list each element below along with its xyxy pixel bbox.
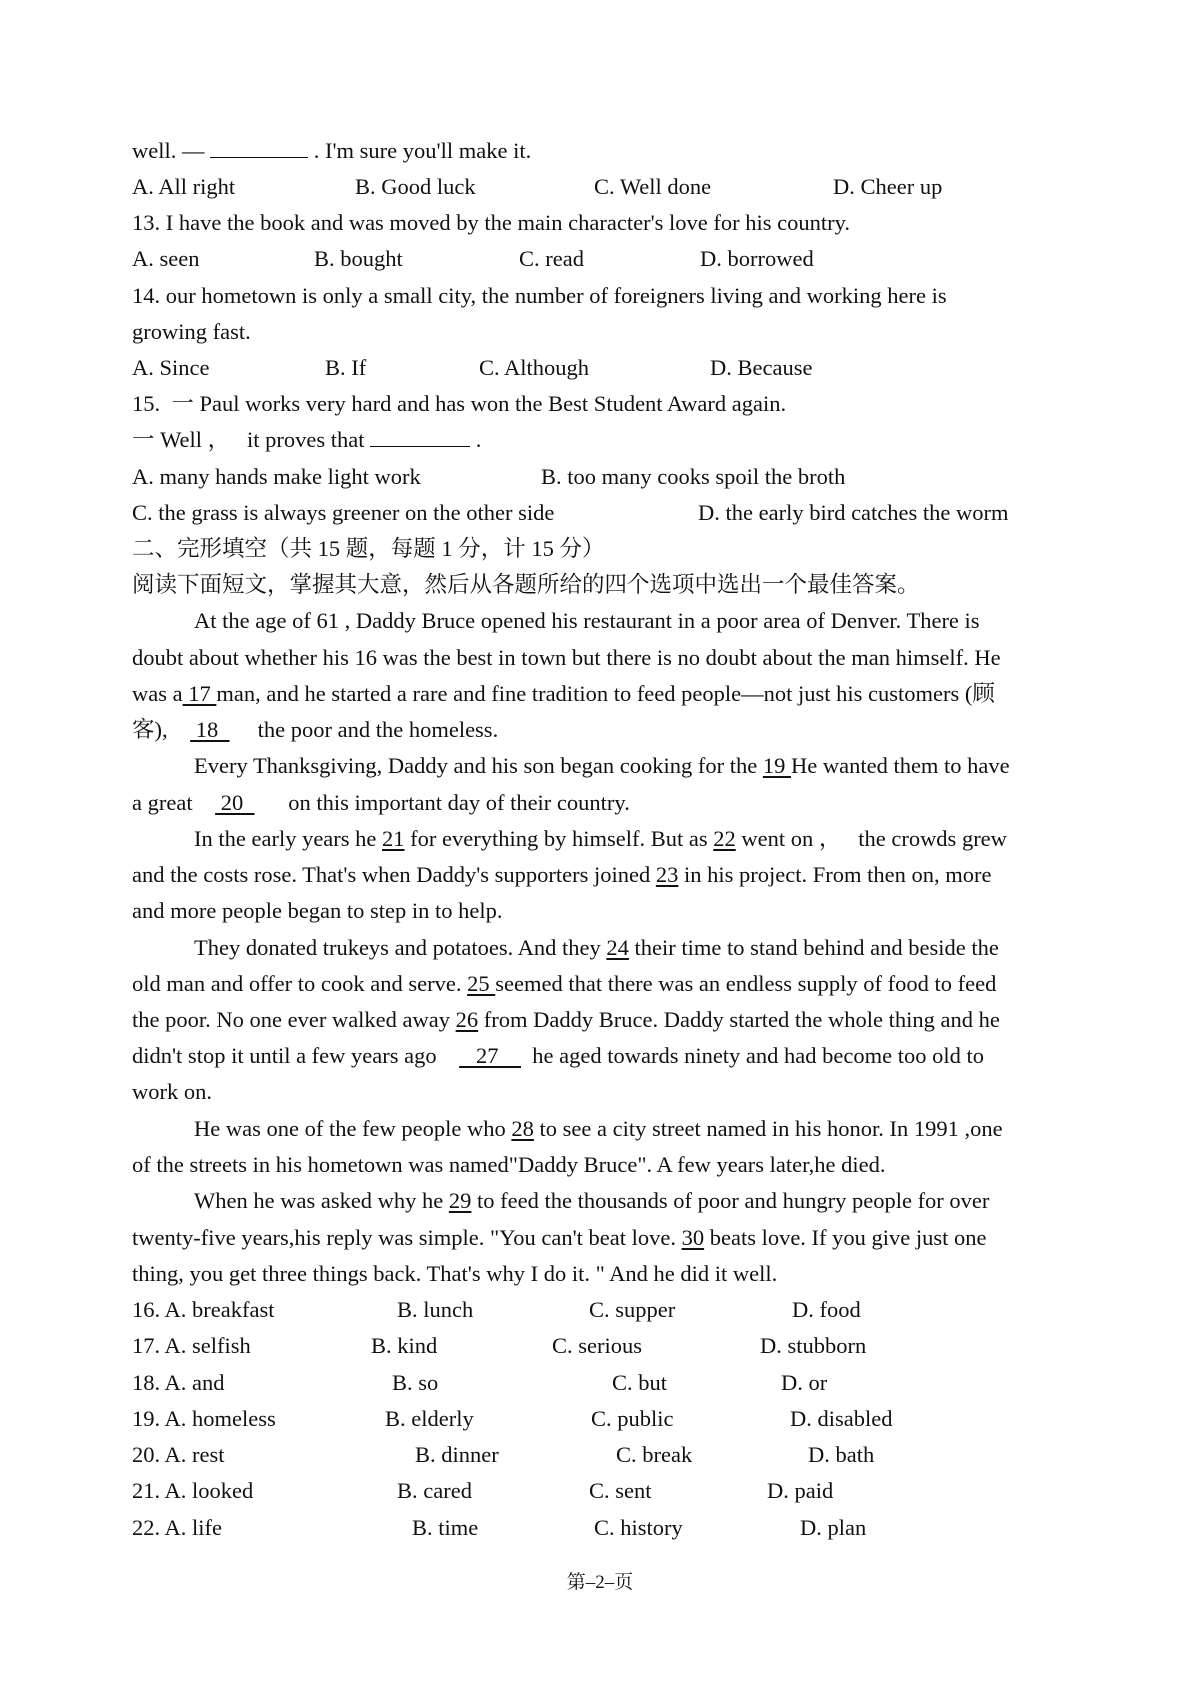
q12-text-before: well. — (132, 138, 211, 163)
passage-p6-line-1 (194, 1186, 989, 1216)
passage-text: from Daddy Bruce. Daddy started the whole thing and he (478, 1007, 1000, 1032)
passage-text: In the early years he (194, 826, 383, 851)
passage-p1-line-3 (132, 679, 995, 709)
passage-p3-line-2 (132, 860, 991, 890)
passage-text: on this important day of their country. (254, 790, 630, 815)
passage-p4-line-5: work on. (132, 1079, 212, 1104)
passage-p4-line-2 (132, 969, 996, 999)
q13-option-d: D. borrowed (700, 246, 814, 271)
passage-text: and the costs rose. That's when Daddy's supporters joined (132, 862, 656, 887)
passage-text: They donated trukeys and potatoes. And they (194, 935, 607, 960)
q16-option-c: C. supper (589, 1297, 676, 1322)
passage-p6-line-2 (132, 1223, 987, 1253)
q16-option-b: B. lunch (397, 1297, 474, 1322)
passage-text: twenty-five years,his reply was simple. "You can't beat love. (132, 1225, 682, 1250)
passage-text: their time to stand behind and beside the (628, 935, 999, 960)
q15-answer-blank (370, 426, 470, 447)
blank-22: 22 (713, 826, 736, 851)
q12-answer-blank (210, 137, 308, 158)
blank-29: 29 (448, 1188, 472, 1213)
passage-p6-line-3: thing, you get three things back. That's why I do it. " And he did it well. (132, 1261, 778, 1286)
passage-p1-line-1: At the age of 61 , Daddy Bruce opened his restaurant in a poor area of Denver. There is (194, 608, 980, 633)
q19-option-b: B. elderly (385, 1406, 474, 1431)
q14-stem-line-1: 14. our hometown is only a small city, the number of foreigners living and working here is (132, 283, 947, 308)
blank-30: 30 (681, 1225, 705, 1250)
passage-p4-line-1 (194, 933, 999, 963)
passage-text: the poor and the homeless. (229, 717, 499, 742)
passage-text: 客), (132, 717, 191, 742)
passage-p1-line-4 (132, 715, 498, 745)
passage-p4-line-3 (132, 1005, 1000, 1035)
q21-option-a: 21. A. looked (132, 1478, 254, 1503)
q22-option-b: B. time (412, 1515, 479, 1540)
q19-option-a: 19. A. homeless (132, 1406, 276, 1431)
q17-option-a: 17. A. selfish (132, 1333, 251, 1358)
passage-text: beats love. If you give just one (704, 1225, 987, 1250)
q15-option-d: D. the early bird catches the worm (698, 500, 1009, 525)
page-number: 第–2–页 (566, 1572, 634, 1593)
q14-option-a: A. Since (132, 355, 210, 380)
passage-text: was a (132, 681, 183, 706)
q22-option-c: C. history (594, 1515, 683, 1540)
passage-p2-line-2 (132, 788, 630, 818)
blank-24: 24 (606, 935, 629, 960)
q14-option-c: C. Although (479, 355, 590, 380)
q15-option-b: B. too many cooks spoil the broth (541, 464, 846, 489)
passage-text: the poor. No one ever walked away (132, 1007, 456, 1032)
q19-option-d: D. disabled (790, 1406, 893, 1431)
q18-option-c: C. but (612, 1370, 668, 1395)
q12-option-d: D. Cheer up (833, 174, 943, 199)
q16-option-d: D. food (792, 1297, 861, 1322)
blank-18: 18 (190, 717, 230, 742)
passage-text: went on ， the crowds grew (735, 826, 1007, 851)
blank-28: 28 (511, 1116, 534, 1141)
passage-text: man, and he started a rare and fine tradition to feed people—not just his customers (顾 (216, 681, 995, 706)
q14-option-b: B. If (325, 355, 367, 380)
q20-option-c: C. break (616, 1442, 693, 1467)
passage-text: he aged towards ninety and had become too old to (521, 1043, 984, 1068)
q14-stem-line-2: growing fast. (132, 319, 251, 344)
passage-p3-line-1 (194, 824, 1007, 854)
blank-23: 23 (655, 862, 679, 887)
passage-text: He wanted them to have (790, 753, 1010, 778)
q17-option-b: B. kind (371, 1333, 438, 1358)
q15-option-a: A. many hands make light work (132, 464, 421, 489)
passage-text: in his project. From then on, more (678, 862, 992, 887)
blank-26: 26 (455, 1007, 479, 1032)
passage-text: didn't stop it until a few years ago (132, 1043, 460, 1068)
q13-option-b: B. bought (314, 246, 403, 271)
q20-option-d: D. bath (808, 1442, 875, 1467)
passage-text: to see a city street named in his honor. In 1991 ,one (533, 1116, 1003, 1141)
passage-p5-line-2: of the streets in his hometown was named"Daddy Bruce". A few years later,he died. (132, 1152, 886, 1177)
q13-option-c: C. read (519, 246, 584, 271)
passage-text: seemed that there was an endless supply of food to feed (495, 971, 997, 996)
passage-text: When he was asked why he (194, 1188, 449, 1213)
q13-stem: 13. I have the book and was moved by the main character's love for his country. (132, 210, 851, 235)
passage-p5-line-1 (194, 1114, 1003, 1144)
blank-21: 21 (382, 826, 405, 851)
q22-option-d: D. plan (800, 1515, 867, 1540)
q18-option-b: B. so (392, 1370, 439, 1395)
q12-option-c: C. Well done (594, 174, 712, 199)
blank-19: 19 (762, 753, 791, 778)
q21-option-b: B. cared (397, 1478, 472, 1503)
q22-option-a: 22. A. life (132, 1515, 222, 1540)
q20-option-a: 20. A. rest (132, 1442, 225, 1467)
blank-20: 20 (215, 790, 255, 815)
q21-option-d: D. paid (767, 1478, 834, 1503)
passage-text: Every Thanksgiving, Daddy and his son began cooking for the (194, 753, 763, 778)
q17-option-d: D. stubborn (760, 1333, 867, 1358)
q15-stem-line-2 (132, 425, 481, 455)
q15-option-c: C. the grass is always greener on the other side (132, 500, 555, 525)
q15-stem-line-1: 15. 一 Paul works very hard and has won the Best Student Award again. (132, 391, 787, 416)
blank-27: 27 (459, 1043, 521, 1068)
q12-option-a: A. All right (132, 174, 236, 199)
passage-p3-line-3: and more people began to step in to help. (132, 898, 503, 923)
passage-text: a great (132, 790, 216, 815)
q15-line2-before: 一 Well ， it proves that (132, 427, 371, 452)
passage-text: to feed the thousands of poor and hungry people for over (471, 1188, 990, 1213)
passage-p4-line-4 (132, 1041, 984, 1071)
q14-option-d: D. Because (710, 355, 813, 380)
q20-option-b: B. dinner (415, 1442, 499, 1467)
passage-p1-line-2: doubt about whether his 16 was the best in town but there is no doubt about the man himself. He (132, 645, 1001, 670)
q13-option-a: A. seen (132, 246, 200, 271)
passage-p2-line-1 (194, 751, 1010, 781)
section-2-title: 二、完形填空（共 15 题，每题 1 分，计 15 分） (132, 536, 605, 561)
q12-option-b: B. Good luck (355, 174, 476, 199)
q15-line2-after: . (470, 427, 482, 452)
q17-option-c: C. serious (552, 1333, 642, 1358)
section-2-instruction: 阅读下面短文，掌握其大意，然后从各题所给的四个选项中选出一个最佳答案。 (132, 572, 920, 597)
q18-option-d: D. or (781, 1370, 828, 1395)
q21-option-c: C. sent (589, 1478, 652, 1503)
blank-17: 17 (182, 681, 217, 706)
q16-option-a: 16. A. breakfast (132, 1297, 275, 1322)
passage-text: He was one of the few people who (194, 1116, 512, 1141)
blank-25: 25 (467, 971, 496, 996)
q12-stem-tail (132, 136, 531, 166)
q12-text-after: . I'm sure you'll make it. (308, 138, 532, 163)
passage-text: for everything by himself. But as (404, 826, 714, 851)
q19-option-c: C. public (591, 1406, 674, 1431)
q18-option-a: 18. A. and (132, 1370, 225, 1395)
passage-text: old man and offer to cook and serve. (132, 971, 468, 996)
